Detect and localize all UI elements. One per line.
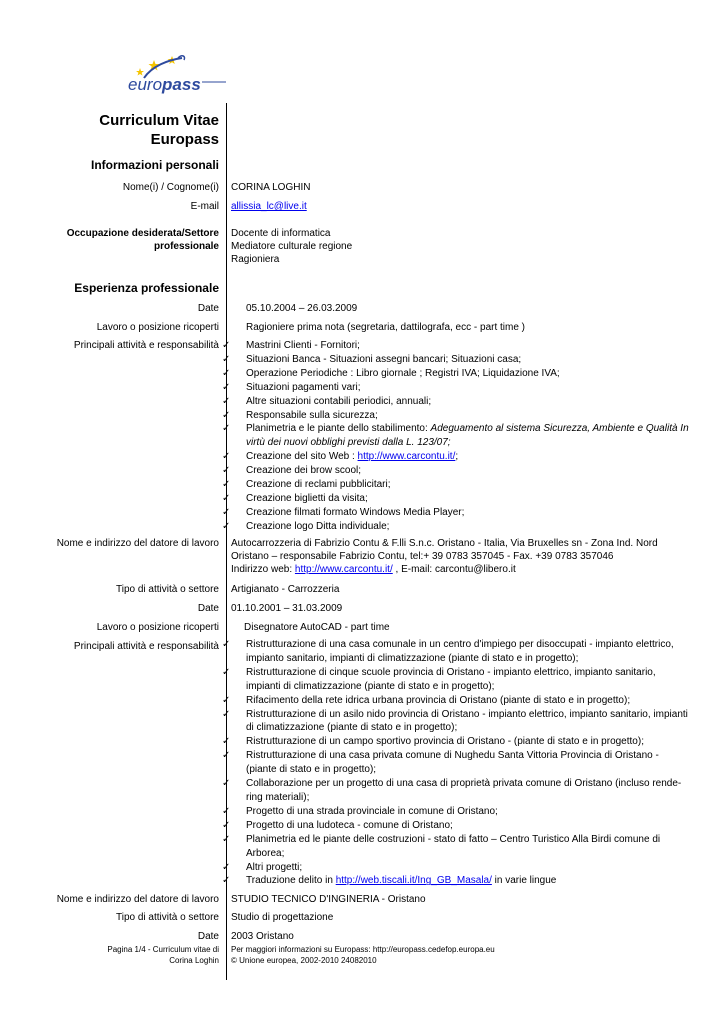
employer-line: Oristano – responsabile Fabrizio Contu, tel:+ 39 0783 357045 - Fax. +39 0783 357046 [231,551,614,562]
list-item: ✓ Situazioni Banca - Situazioni assegni bancari; Situazioni casa; [222,353,522,365]
list-item: ✓ Creazione di reclami pubblicitari; [222,479,391,491]
check-icon: ✓ [222,708,231,720]
list-item: ✓ Progetto di una strada provinciale in comune di Oristano; [222,805,498,817]
check-icon: ✓ [222,666,231,678]
check-icon: ✓ [222,465,231,477]
check-icon: ✓ [222,861,231,873]
job3-date-label: Date [197,931,219,942]
footer-left [107,944,219,966]
check-icon: ✓ [222,506,231,518]
translation-link[interactable]: http://web.tiscali.it/Ing_GB_Masala/ [335,875,492,887]
job2-date-value: 01.10.2001 – 31.03.2009 [231,603,343,614]
job1-position-value: Ragioniere prima nota (segretaria, dattilografa, ecc - part time ) [246,322,526,333]
job2-employer-label: Nome e indirizzo del datore di lavoro [56,894,219,905]
check-icon: ✓ [222,875,231,887]
check-icon: ✓ [222,381,231,393]
check-icon: ✓ [222,833,231,845]
list-item: ✓ Ristrutturazione di cinque scuole provincia di Oristano - impianto elettrico, impianto sanitario, impianti di climatizzazione (piante di stato e in progetto); [222,666,656,692]
employer-line: Indirizzo web: http://www.carcontu.it/ , E-mail: carcontu@libero.it [231,564,516,575]
europass-logo-graphic [124,52,228,96]
job2-position-label: Lavoro o posizione ricoperti [96,622,219,633]
list-item: ✓ Creazione del sito Web : http://www.carcontu.it/; [222,451,459,463]
job2-activities-label: Principali attività e responsabilità [73,641,219,652]
occupation-value: Ragioniera [231,254,280,265]
list-item: ✓ Ristrutturazione di un campo sportivo provincia di Oristano - (piante di stato e in progetto); [222,736,644,748]
job2-sector-value: Studio di progettazione [231,912,334,923]
check-icon: ✓ [222,492,231,504]
job2-sector-label: Tipo di attività o settore [115,912,219,923]
footer-right [231,944,495,966]
list-item: ✓ Ristrutturazione di una casa privata comune di Nughedu Santa Vittoria Provincia di Oristano - (piante di stato e in progetto); [222,750,659,776]
section-personal-info: Informazioni personali [90,158,219,172]
check-icon: ✓ [222,750,231,762]
list-item: ✓ Operazione Periodiche : Libro giornale ; Registri IVA; Liquidazione IVA; [222,367,560,379]
check-icon: ✓ [222,353,231,365]
job1-employer-label: Nome e indirizzo del datore di lavoro [56,538,219,549]
occupation-label [19,227,219,253]
list-item: ✓ Collaborazione per un progetto di una casa di proprietà privata comune di Oristano (incluso rende-ring materiali); [222,778,682,803]
list-item: ✓ Mastrini Clienti - Fornitori; [222,340,360,351]
title-line-1: Curriculum Vitae [99,112,219,129]
footer-author: Corina Loghin [169,956,219,965]
employer-web-link[interactable]: http://www.carcontu.it/ [294,564,393,575]
occupation-value: Mediatore culturale regione [231,241,353,252]
list-item: ✓ Progetto di una ludoteca - comune di Oristano; [222,819,453,831]
check-icon: ✓ [222,520,231,532]
job1-sector-label: Tipo di attività o settore [115,584,219,595]
svg-text:europass [128,75,201,94]
occupation-label-line-2: professionale [153,241,219,252]
check-icon: ✓ [222,736,231,748]
section-experience: Esperienza professionale [74,281,219,295]
check-icon: ✓ [222,451,231,463]
logo-text-euro: euro [128,75,163,94]
job3-date-value: 2003 Oristano [231,931,294,942]
list-item: ✓ Creazione dei brow scool; [222,465,362,477]
site-link[interactable]: http://www.carcontu.it/ [357,451,456,463]
list-item: ✓ Creazione filmati formato Windows Media Player; [222,506,465,518]
list-item: ✓ Planimetria e le piante dello stabilimento: Adeguamento al sistema Sicurezza, Ambiente e Qualità In virtù dei nuovi obblighi previsti dalla L. 123/07; [222,423,689,449]
job1-activities-label: Principali attività e responsabilità [73,340,219,351]
occupation-values [231,227,352,266]
list-item: ✓ Creazione logo Ditta individuale; [222,520,390,532]
list-item: ✓ Altri progetti; [222,861,303,873]
check-icon: ✓ [222,423,231,435]
list-item: ✓ Responsabile sulla sicurezza; [222,409,378,421]
job2-activities-list [222,638,692,888]
occupation-label-line-1: Occupazione desiderata/Settore [66,228,219,239]
job1-activities-list [222,339,692,534]
employer-line: Autocarrozzeria di Fabrizio Contu & F.lli S.n.c. Oristano - Italia, Via Bruxelles sn - Zona Ind. Nord [231,538,658,549]
page-title [99,111,219,149]
list-item: ✓ Traduzione delito in http://web.tiscali.it/Ing_GB_Masala/ in varie lingue [222,875,557,887]
name-value: CORINA LOGHIN [231,182,311,193]
job1-employer-value [231,537,658,576]
check-icon: ✓ [222,805,231,817]
footer-info: Per maggiori informazioni su Europass: http://europass.cedefop.europa.eu [231,945,495,954]
footer-copyright: © Unione europea, 2002-2010 24082010 [231,956,377,965]
occupation-value: Docente di informatica [231,228,331,239]
list-item: ✓ Altre situazioni contabili periodici, annuali; [222,395,432,407]
check-icon: ✓ [222,819,231,831]
check-icon: ✓ [222,367,231,379]
footer-page-info: Pagina 1/4 - Curriculum vitae di [107,945,219,954]
job2-date-label: Date [197,603,219,614]
job1-date-label: Date [197,303,219,314]
job1-sector-value: Artigianato - Carrozzeria [231,584,340,595]
plan-italic-text: Adeguamento al sistema Sicurezza, Ambiente e Qualità In virtù dei nuovi obblighi previsti dalla L. 123/07; [246,423,689,449]
list-item: ✓ Situazioni pagamenti vari; [222,381,361,393]
europass-logo [124,52,228,96]
title-line-2: Europass [150,131,219,148]
list-item: ✓ Ristrutturazione di una casa comunale in un centro d'impiego per disoccupati - impianto elettrico, impianto sanitario, impianti di climatizzazione (piante di stato e in progetto); [222,639,674,664]
logo-text-pass: pass [162,75,201,94]
email-label: E-mail [190,201,219,212]
list-item: ✓ Rifacimento della rete idrica urbana provincia di Oristano (piante di stato e in progetto); [222,694,631,706]
check-icon: ✓ [222,694,231,706]
list-item: ✓ Creazione biglietti da visita; [222,492,368,504]
job2-employer-value: STUDIO TECNICO D'INGINERIA - Oristano [231,894,426,905]
job1-date-value: 05.10.2004 – 26.03.2009 [246,303,358,314]
job2-position-value: Disegnatore AutoCAD - part time [244,622,390,633]
email-link[interactable]: allissia_lc@live.it [231,201,307,212]
check-icon: ✓ [222,778,231,790]
check-icon: ✓ [222,479,231,491]
name-label: Nome(i) / Cognome(i) [122,182,219,193]
job1-position-label: Lavoro o posizione ricoperti [96,322,219,333]
list-item: ✓ Ristrutturazione di un asilo nido provincia di Oristano - impianto elettrico, impianto sanitario, impianti di climatizzazione (piante di stato e in progetto); [222,708,688,734]
list-item: ✓ Planimetria ed le piante delle costruzioni - stato di fatto – Centro Turistico Alla Birdi comune di Arborea; [222,833,661,859]
check-icon: ✓ [222,639,231,650]
check-icon: ✓ [222,409,231,421]
check-icon: ✓ [222,340,231,351]
check-icon: ✓ [222,395,231,407]
